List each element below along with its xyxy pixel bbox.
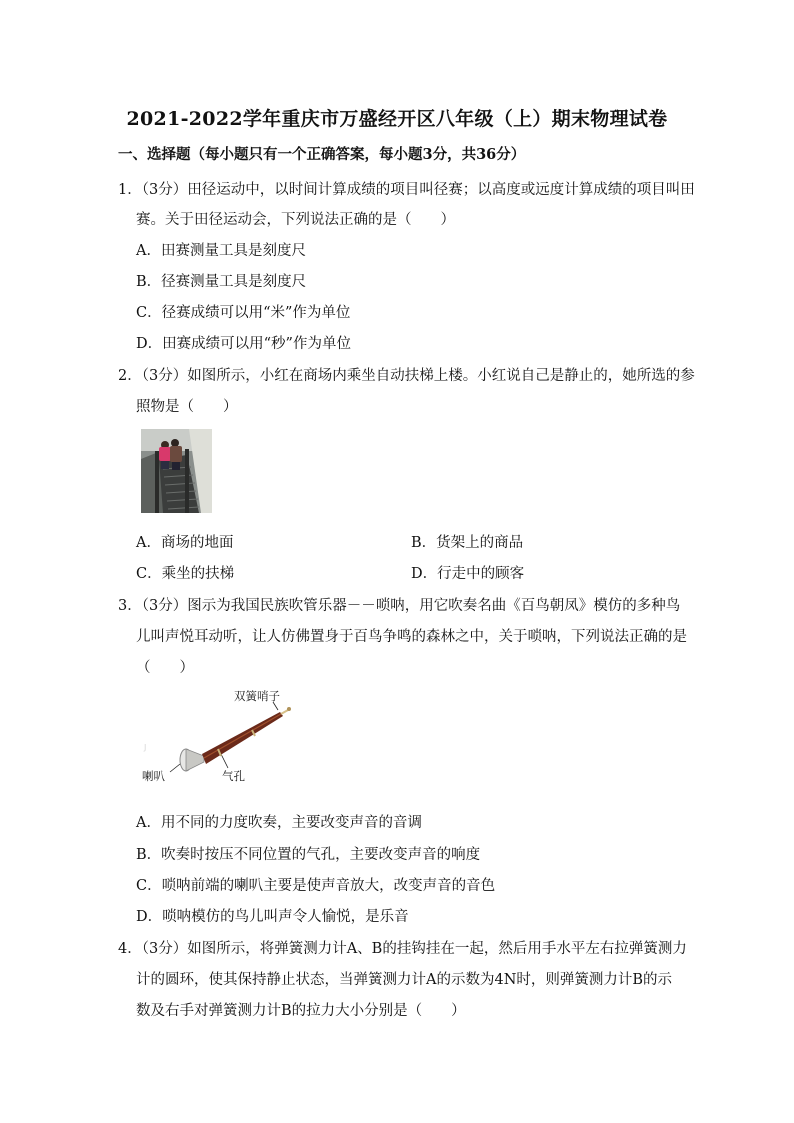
q1-option-b: B．径赛测量工具是刻度尺 <box>136 274 307 290</box>
q1-option-c: C．径赛成绩可以用“米”作为单位 <box>136 305 351 321</box>
q2-option-c: C．乘坐的扶梯 <box>136 566 235 582</box>
q1-option-d: D．田赛成绩可以用“秒”作为单位 <box>136 336 351 352</box>
q3-stem-line3: （ ） <box>136 660 194 676</box>
svg-text:J: J <box>144 743 147 752</box>
q3-option-d: D．唢呐模仿的鸟儿叫声令人愉悦，是乐音 <box>136 909 409 925</box>
q3-option-c: C．唢呐前端的喇叭主要是使声音放大，改变声音的音色 <box>136 878 496 894</box>
q4-stem-line2: 计的圆环，使其保持静止状态，当弹簧测力计A的示数为4N时，则弹簧测力计B的示 <box>136 972 673 988</box>
q1-stem-line2: 赛。关于田径运动会，下列说法正确的是（ ） <box>136 212 455 228</box>
q3-stem-line2: 儿叫声悦耳动听，让人仿佛置身于百鸟争鸣的森林之中，关于唢呐，下列说法正确的是 <box>136 629 687 645</box>
q2-option-d: D．行走中的顾客 <box>411 566 525 582</box>
q3-stem-line1: 3．（3分）图示为我国民族吹管乐器－－唢呐，用它吹奏名曲《百鸟朝凤》模仿的多种鸟 <box>118 598 681 614</box>
label-air-hole: 气孔 <box>222 769 245 783</box>
q2-option-a: A．商场的地面 <box>136 535 234 551</box>
q3-option-a: A．用不同的力度吹奏，主要改变声音的音调 <box>136 815 422 831</box>
escalator-photo <box>141 429 212 513</box>
section-heading: 一、选择题（每小题只有一个正确答案，每小题3分，共36分） <box>118 146 526 163</box>
q1-option-a: A．田赛测量工具是刻度尺 <box>136 243 306 259</box>
label-double-reed: 双簧哨子 <box>234 689 280 703</box>
q1-stem-line1: 1．（3分）田径运动中，以时间计算成绩的项目叫径赛；以高度或远度计算成绩的项目叫田 <box>118 182 695 198</box>
label-horn: 喇叭 <box>142 769 165 783</box>
q2-option-b: B．货架上的商品 <box>411 535 524 551</box>
suona-diagram <box>140 688 300 788</box>
q4-stem-line3: 数及右手对弹簧测力计B的拉力大小分别是（ ） <box>136 1003 466 1019</box>
q4-stem-line1: 4．（3分）如图所示，将弹簧测力计A、B的挂钩挂在一起，然后用手水平左右拉弹簧测力 <box>118 941 687 957</box>
q2-stem-line2: 照物是（ ） <box>136 399 238 415</box>
page-title: 2021-2022学年重庆市万盛经开区八年级（上）期末物理试卷 <box>126 108 668 130</box>
q3-option-b: B．吹奏时按压不同位置的气孔，主要改变声音的响度 <box>136 847 481 863</box>
q2-stem-line1: 2．（3分）如图所示，小红在商场内乘坐自动扶梯上楼。小红说自己是静止的，她所选的参 <box>118 368 695 384</box>
